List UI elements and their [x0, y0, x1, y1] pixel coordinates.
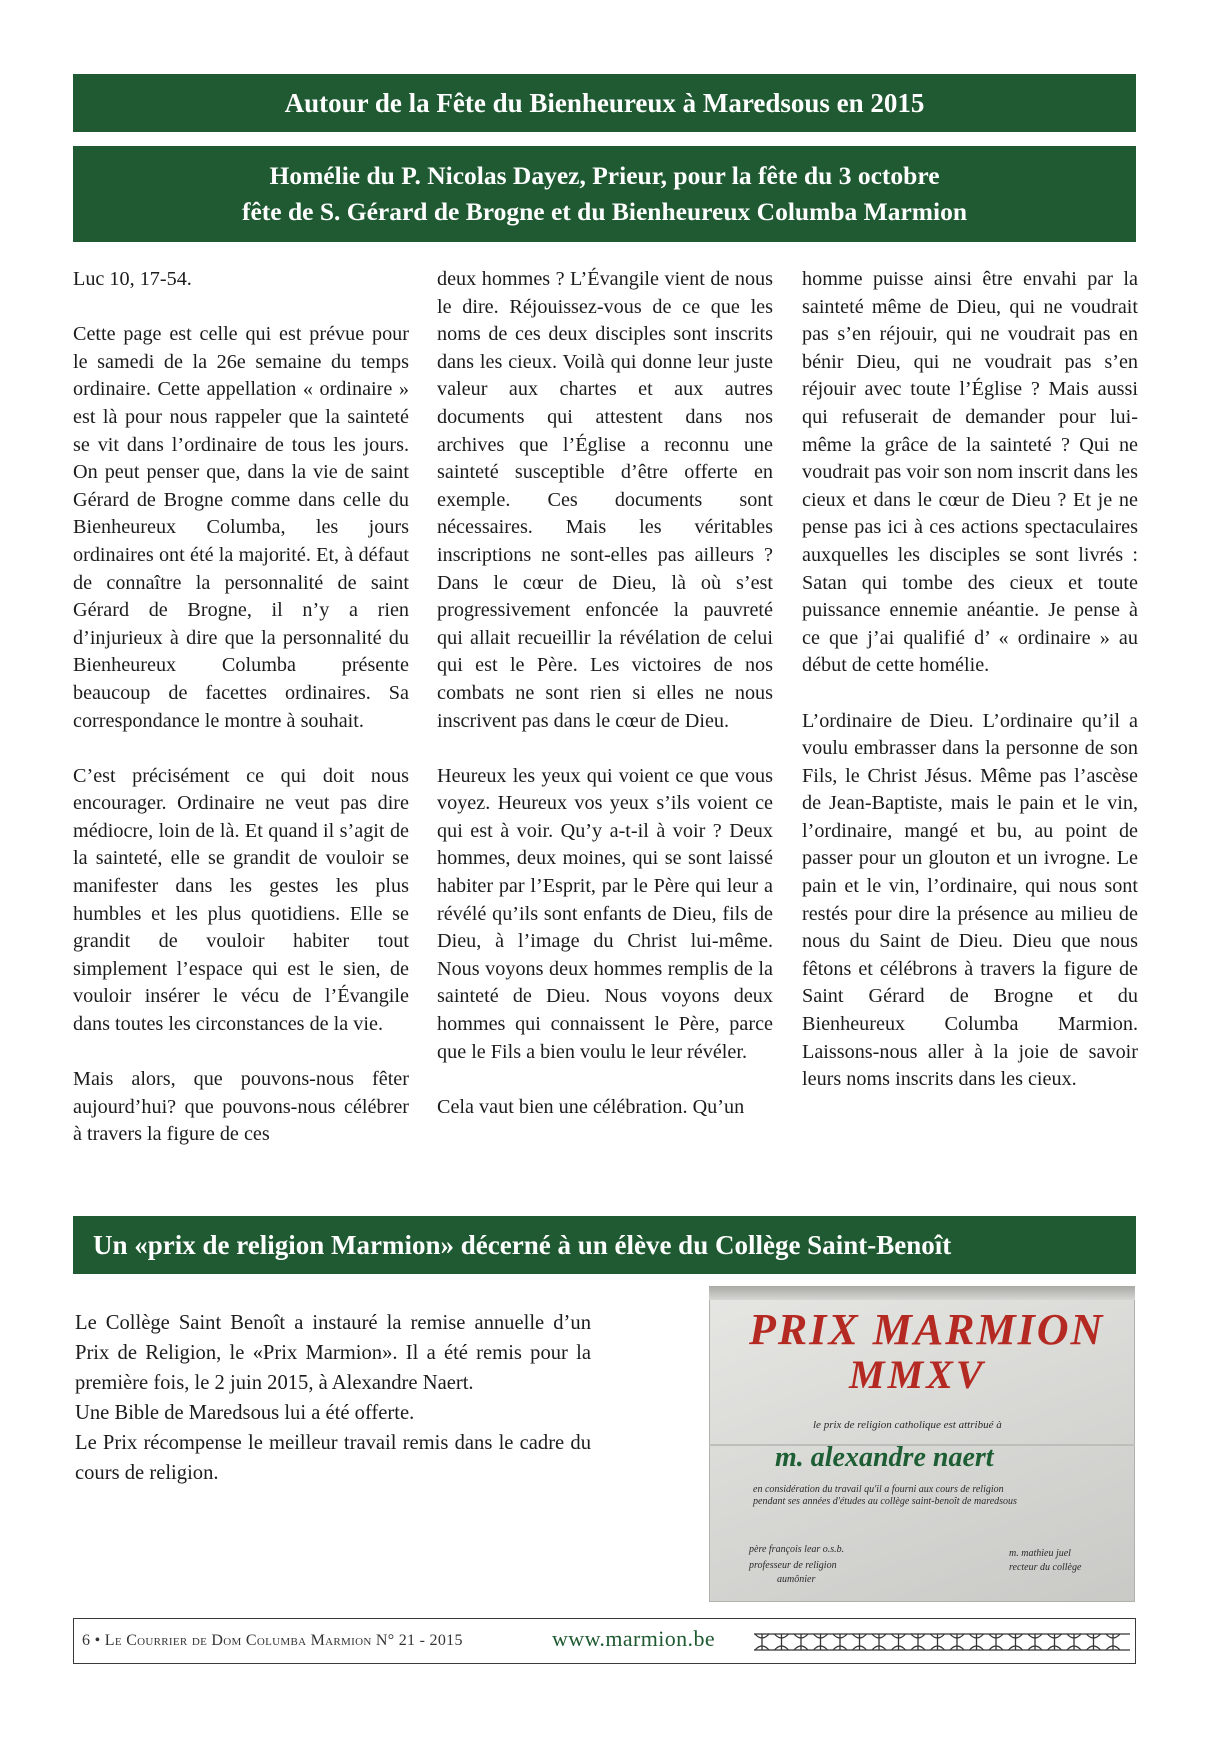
homily-title-banner: [73, 146, 1136, 242]
knot-segment: [1087, 1634, 1101, 1650]
signature-left-role: professeur de religion: [749, 1560, 837, 1571]
knot-segment: [833, 1634, 847, 1650]
paragraph: homme puisse ainsi être envahi par la sainteté même de Dieu, qui ne voudrait pas s’en réjouir, qui ne voudrait pas en bénir Dieu, qui ne voudrait pas s’en réjouir avec toute l’Église ? Mais aussi qui refuserait de demander pour lui-même la grâce de la sainteté ? Qui ne voudrait pas voir son nom inscrit dans les cieux et dans le cœur de Dieu ? Et je ne pense pas ici à ces actions spectaculaires auxquelles les disciples se sont livrés : Satan qui tombe des cieux et toute puissance ennemie anéantie. Je pense à ce que j’ai qualifié d’ « ordinaire » au début de cette homélie.: [802, 268, 1138, 677]
knot-segment: [931, 1634, 945, 1650]
knot-segment: [755, 1634, 769, 1650]
knot-segment: [1067, 1634, 1081, 1650]
paragraph: Cette page est celle qui est prévue pour le samedi de la 26e semaine du temps ordinaire. Cette appellation « ordinaire » est là pour nous rappeler que la sainteté se vit dans l’ordinaire de tous les jours. On peut penser que, dans la vie de saint Gérard de Brogne comme dans celle du Bienheureux Columba, les jours ordinaires ont été la majorité. Et, à défaut de connaître la personnalité de saint Gérard de Brogne, il n’y a rien d’injurieux à dire que la personnalité du Bienheureux Columba présente beaucoup de facettes ordinaires. Sa correspondance le montre à souhait.: [73, 323, 409, 732]
knot-segment: [1009, 1634, 1023, 1650]
prize-paragraph: Le Prix récompense le meilleur travail remis dans le cadre du cours de religion.: [75, 1432, 591, 1484]
homily-title-line1: Homélie du P. Nicolas Dayez, Prieur, pour la fête du 3 octobre: [269, 161, 940, 190]
knot-segment: [1106, 1634, 1120, 1650]
celtic-knot-border-icon: [752, 1625, 1132, 1659]
prize-paragraph: Le Collège Saint Benoît a instauré la remise annuelle d’un Prix de Religion, le «Prix Marmion». Il a été remis pour la première fois, le 2 juin 2015, à Alexandre Naert.: [75, 1312, 591, 1394]
signature-left-name: père françois lear o.s.b.: [749, 1544, 845, 1555]
knot-segment: [1048, 1634, 1062, 1650]
certificate-title-1: PRIX MARMION: [749, 1305, 1105, 1354]
paragraph: L’ordinaire de Dieu. L’ordinaire qu’il a voulu embrasser dans la personne de son Fils, le Christ Jésus. Même pas l’ascèse de Jean-Baptiste, mais le pain et le vin, l’ordinaire, mangé et bu, au point de passer pour un glouton et un ivrogne. Le pain et le vin, l’ordinaire, qui nous sont restés pour dire la présence au milieu de nous du Saint de Dieu. Dieu que nous fêtons et célébrons à travers la figure de Saint Gérard de Brogne et du Bienheureux Columba Marmion. Laissons-nous aller à la joie de savoir leurs noms inscrits dans les cieux.: [802, 709, 1138, 1091]
knot-segment: [1028, 1634, 1042, 1650]
scripture-reference: Luc 10, 17-54.: [73, 268, 192, 290]
section-header-prize: [73, 1216, 1136, 1274]
prize-paragraph: Une Bible de Maredsous lui a été offerte.: [75, 1402, 415, 1424]
certificate-line-1: le prix de religion catholique est attribué à: [813, 1419, 1002, 1431]
homily-title-line2: fête de S. Gérard de Brogne et du Bienheureux Columba Marmion: [241, 197, 968, 226]
signature-right-name: m. mathieu juel: [1009, 1548, 1071, 1559]
knot-segment: [950, 1634, 964, 1650]
knot-segment: [775, 1634, 789, 1650]
knot-segment: [911, 1634, 925, 1650]
knot-segment: [872, 1634, 886, 1650]
article-column-3: [802, 266, 1138, 1121]
paragraph: Mais alors, que pouvons-nous fêter aujourd’hui? que pouvons-nous célébrer à travers la figure de ces: [73, 1068, 409, 1146]
article-column-2: [437, 266, 773, 1149]
website-link[interactable]: www.marmion.be: [552, 1626, 716, 1651]
paragraph: C’est précisément ce qui doit nous encourager. Ordinaire ne veut pas dire médiocre, loin de là. Et quand il s’agit de la sainteté, elle se grandit de vouloir se manifester dans les gestes les plus humbles et les plus quotidiens. Elle se grandit de vouloir habiter tout simplement l’espace qui est le sien, de vouloir insérer le vécu de l’Évangile dans toutes les circonstances de la vie.: [73, 764, 409, 1036]
certificate-line-2: en considération du travail qu'il a fourni aux cours de religion: [753, 1484, 1004, 1495]
paragraph: deux hommes ? L’Évangile vient de nous le dire. Réjouissez-vous de ce que les noms de ces deux disciples sont inscrits dans les cieux. Voilà qui donne leur juste valeur aux chartes et aux autres documents qui attestent dans nos archives que l’Église a reconnu une sainteté susceptible d’être offerte en exemple. Ces documents sont nécessaires. Mais les véritables inscriptions ne sont-elles pas ailleurs ? Dans le cœur de Dieu, là où s’est progressivement enfoncée la pauvreté qui allait recueillir la révélation de celui qui est le Père. Les victoires de nos combats ne sont rien si elles ne nous inscrivent pas dans le cœur de Dieu.: [437, 268, 773, 732]
knot-segment: [970, 1634, 984, 1650]
prize-certificate-photo: [709, 1286, 1135, 1602]
certificate-title-2: MMXV: [849, 1352, 986, 1397]
section-header-text: Un «prix de religion Marmion» décerné à un élève du Collège Saint-Benoît: [93, 1229, 952, 1260]
section-header-text: Autour de la Fête du Bienheureux à Maredsous en 2015: [284, 87, 925, 118]
issue-reference: 6 • Le Courrier de Dom Columba Marmion N° 21 - 2015: [82, 1632, 463, 1649]
knot-segment: [853, 1634, 867, 1650]
certificate-calligraphy: [709, 1286, 1135, 1602]
section-header-fete: [73, 74, 1136, 132]
certificate-line-3: pendant ses années d'études au collège saint-benoît de maredsous: [753, 1496, 1017, 1507]
prize-description: [75, 1308, 591, 1488]
knot-segment: [892, 1634, 906, 1650]
knot-segment: [794, 1634, 808, 1650]
signature-left-role-2: aumônier: [777, 1574, 816, 1585]
article-column-1: [73, 266, 409, 1177]
signature-right-role: recteur du collège: [1009, 1562, 1082, 1573]
paragraph: Cela vaut bien une célébration. Qu’un: [437, 1095, 745, 1118]
paragraph: Heureux les yeux qui voient ce que vous voyez. Heureux vos yeux s’ils voient ce qui est à voir. Qu’y a-t-il à voir ? Deux hommes, deux moines, qui se sont laissé habiter par l’Esprit, par le Père qui leur a révélé qu’ils sont enfants de Dieu, fils de Dieu, à l’image du Christ lui-même. Nous voyons deux hommes remplis de la sainteté de Dieu. Nous voyons deux hommes qui connaissent le Père, parce que le Fils a bien voulu le leur révéler.: [437, 764, 773, 1063]
knot-segment: [814, 1634, 828, 1650]
certificate-recipient: m. alexandre naert: [775, 1442, 994, 1473]
knot-segment: [989, 1634, 1003, 1650]
page-footer: [73, 1618, 1136, 1664]
